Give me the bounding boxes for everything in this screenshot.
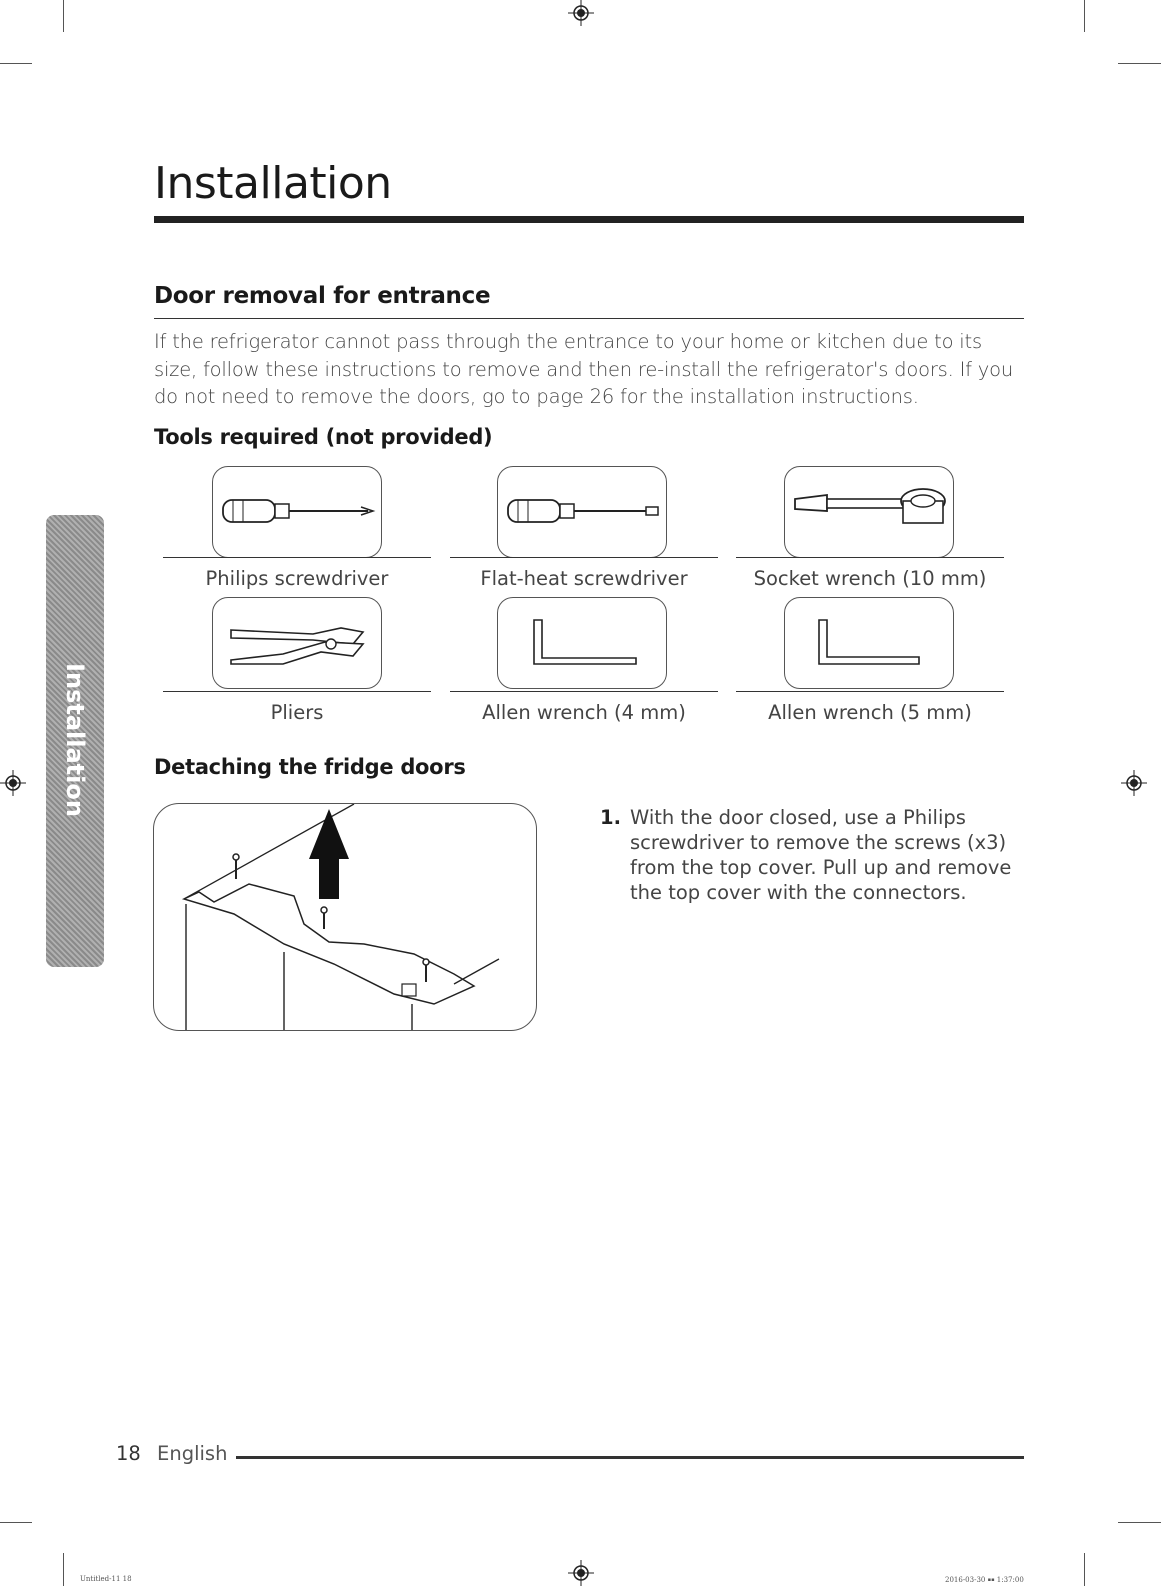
socket-wrench-icon <box>785 467 953 557</box>
tool-rule <box>736 691 1004 692</box>
pliers-icon <box>213 598 381 688</box>
allen-wrench-icon <box>785 598 953 688</box>
registration-mark-icon <box>1121 770 1147 796</box>
tool-frame <box>212 466 382 558</box>
tools-heading: Tools required (not provided) <box>154 425 493 449</box>
tool-label: Socket wrench (10 mm) <box>753 567 987 590</box>
door-removal-heading: Door removal for entrance <box>154 283 491 309</box>
crop-mark <box>1118 63 1161 64</box>
step-number: 1. <box>600 806 621 829</box>
tool-label: Flat-heat screwdriver <box>480 567 688 590</box>
crop-mark <box>0 63 32 64</box>
tool-rule <box>163 557 431 558</box>
door-illustration-frame <box>153 803 537 1031</box>
title-rule <box>154 216 1024 223</box>
tool-frame <box>497 466 667 558</box>
tool-rule <box>450 691 718 692</box>
crop-mark <box>1118 1522 1161 1523</box>
tool-label: Allen wrench (5 mm) <box>768 701 972 724</box>
tool-frame <box>212 597 382 689</box>
tool-label: Philips screwdriver <box>205 567 389 590</box>
tool-rule <box>736 557 1004 558</box>
tool-frame <box>497 597 667 689</box>
philips-screwdriver-icon <box>213 467 381 557</box>
page-number: 18 <box>116 1442 141 1465</box>
side-tab-label: Installation <box>61 663 89 817</box>
tool-rule <box>163 691 431 692</box>
flat-screwdriver-icon <box>498 467 666 557</box>
crop-mark <box>1084 1553 1085 1586</box>
crop-mark <box>0 1522 32 1523</box>
tool-label: Pliers <box>270 701 324 724</box>
intro-paragraph: If the refrigerator cannot pass through the entrance to your home or kitchen due to its size, follow these instructions to remove and then re-install the refrigerator's doors. If you do not need to remove the doors, go to page 26 for the installation instructions. <box>154 330 1014 408</box>
tool-frame <box>784 466 954 558</box>
step-text: With the door closed, use a Philips screwdriver to remove the screws (x3) from the top cover. Pull up and remove the top cover with the connectors. <box>630 806 1012 904</box>
heading-rule <box>154 318 1024 319</box>
step-1 <box>600 805 1022 905</box>
crop-mark <box>63 1553 64 1586</box>
footer-rule <box>236 1456 1024 1459</box>
registration-mark-icon <box>568 1560 594 1586</box>
section-title: Installation <box>154 158 392 209</box>
fridge-top-cover-illustration <box>154 804 536 1030</box>
registration-mark-icon <box>568 0 594 26</box>
print-slug-left: Untitled-11 18 <box>80 1575 132 1583</box>
registration-mark-icon <box>0 770 26 796</box>
crop-mark <box>1084 0 1085 32</box>
footer-page-label <box>116 1442 227 1465</box>
allen-wrench-icon <box>498 598 666 688</box>
tool-frame <box>784 597 954 689</box>
crop-mark <box>63 0 64 32</box>
page-language: English <box>157 1442 228 1465</box>
tool-label: Allen wrench (4 mm) <box>482 701 686 724</box>
tool-rule <box>450 557 718 558</box>
detaching-heading: Detaching the fridge doors <box>154 755 466 779</box>
print-slug-right: 2016-03-30 ￭￭ 1:37:00 <box>945 1576 1024 1584</box>
